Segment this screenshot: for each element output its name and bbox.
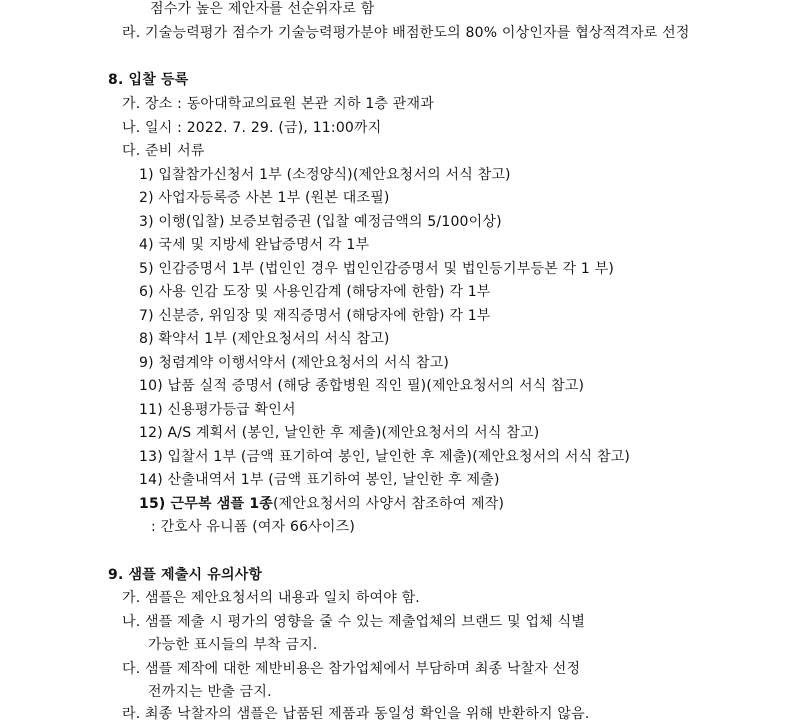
document-item-11: 11) 신용평가등급 확인서 xyxy=(139,402,296,418)
document-item-12: 12) A/S 계획서 (봉인, 날인한 후 제출)(제안요청서의 서식 참고) xyxy=(139,425,540,441)
criteria-continuation: 점수가 높은 제안자를 선순위자로 함 xyxy=(150,1,375,17)
document-item-1: 1) 입찰참가신청서 1부 (소정양식)(제안요청서의 서식 참고) xyxy=(139,167,511,183)
section-9-item-na-line1: 나. 샘플 제출 시 평가의 영향을 줄 수 있는 제출업체의 브랜드 및 업체 식별 xyxy=(122,614,586,630)
section-9-title: 9. 샘플 제출시 유의사항 xyxy=(108,567,263,583)
section-9-item-ga: 가. 샘플은 제안요청서의 내용과 일치 하여야 함. xyxy=(122,590,420,606)
document-item-6: 6) 사용 인감 도장 및 사용인감계 (해당자에 한함) 각 1부 xyxy=(139,284,491,300)
document-item-14: 14) 산출내역서 1부 (금액 표기하여 봉인, 날인한 후 제출) xyxy=(139,472,500,488)
section-8-documents-heading: 다. 준비 서류 xyxy=(122,143,205,159)
section-9-item-da-line1: 다. 샘플 제작에 대한 제반비용은 참가업체에서 부담하며 최종 낙찰자 선정 xyxy=(122,661,581,677)
document-item-15-bold: 15) 근무복 샘플 1종 xyxy=(139,496,273,512)
document-item-7: 7) 신분증, 위임장 및 재직증명서 (해당자에 한함) 각 1부 xyxy=(139,308,491,324)
document-item-15-note: : 간호사 유니폼 (여자 66사이즈) xyxy=(151,519,356,535)
section-9-item-na-line2: 가능한 표시들의 부착 금지. xyxy=(148,637,318,653)
criteria-item-ra: 라. 기술능력평가 점수가 기술능력평가분야 배점한도의 80% 이상인자를 협상적격자로 선정 xyxy=(122,25,690,41)
section-9-item-da-line2: 전까지는 반출 금지. xyxy=(148,684,272,700)
document-item-5: 5) 인감증명서 1부 (법인인 경우 법인인감증명서 및 법인등기부등본 각 1 부) xyxy=(139,261,615,277)
section-9-item-ra: 라. 최종 낙찰자의 샘플은 납품된 제품과 동일성 확인을 위해 반환하지 않음. xyxy=(122,706,590,722)
document-item-13: 13) 입찰서 1부 (금액 표기하여 봉인, 날인한 후 제출)(제안요청서의 서식 참고) xyxy=(139,449,631,465)
section-8-location: 가. 장소 : 동아대학교의료원 본관 지하 1층 관재과 xyxy=(122,96,434,112)
section-8-title: 8. 입찰 등록 xyxy=(108,72,189,88)
document-item-15-detail: (제안요청서의 사양서 참조하여 제작) xyxy=(273,496,505,512)
document-item-2: 2) 사업자등록증 사본 1부 (원본 대조필) xyxy=(139,190,390,206)
document-item-4: 4) 국세 및 지방세 완납증명서 각 1부 xyxy=(139,237,370,253)
document-item-8: 8) 확약서 1부 (제안요청서의 서식 참고) xyxy=(139,331,390,347)
document-item-15 xyxy=(139,494,504,514)
document-item-3: 3) 이행(입찰) 보증보험증권 (입찰 예정금액의 5/100이상) xyxy=(139,214,502,230)
document-item-10: 10) 납품 실적 증명서 (해당 종합병원 직인 필)(제안요청서의 서식 참고) xyxy=(139,378,585,394)
document-item-9: 9) 청렴계약 이행서약서 (제안요청서의 서식 참고) xyxy=(139,355,450,371)
section-8-datetime: 나. 일시 : 2022. 7. 29. (금), 11:00까지 xyxy=(122,120,382,136)
